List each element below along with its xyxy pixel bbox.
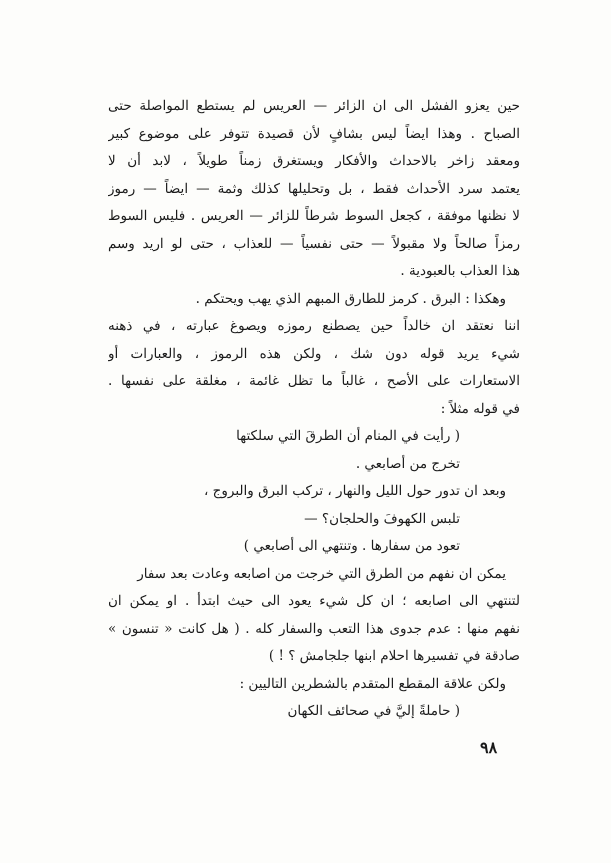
poem-line: تخرج من أصابعي .: [355, 455, 460, 472]
text-line: وهكذا : البرق . كرمز للطارق المبهم الذي يهب ويحتكم .: [195, 290, 506, 307]
text-line: لتنتهي الى اصابعه ؛ ان كل شيء يعود الى حيث ابتدأ . او يمكن ان: [108, 593, 520, 609]
text-line: يمكن ان نفهم من الطرق التي خرجت من اصابعه وعادت بعد سفار: [137, 565, 506, 582]
text-line: شيء يريد قوله دون شك ، ولكن هذه الرموز ، والعبارات أو: [108, 345, 520, 362]
text-line: هذا العذاب بالعبودية .: [400, 263, 520, 279]
body-text: [108, 93, 520, 726]
text-line: الاستعارات على الأصح ، غالباً ما تظل غائمة ، مغلقة على نفسها .: [108, 373, 520, 389]
poem-line: تلبس الكهوفَ والحلجان؟ —: [304, 510, 460, 527]
poem-line: وبعد ان تدور حول الليل والنهار ، تركب البرق والبروج ،: [203, 483, 506, 499]
page-number: ٩٨: [480, 738, 498, 757]
text-line: صادقة في تفسيرها احلام ابنها جلجامش ؟ ! ): [268, 648, 520, 664]
poem-line: ( حاملةً إليَّ في صحائف الكهان: [287, 703, 460, 719]
text-line: رمزاً صالحاً ولا مقبولاً — حتى نفسياً — للعذاب ، حتى لو اريد وسم: [108, 235, 520, 252]
text-line: حين يعزو الفشل الى ان الزائر — العريس لم يستطع المواصلة حتى: [108, 98, 520, 114]
text-line: ومعقد زاخر بالاحداث والأفكار ويستغرق زمناً طويلاً ، لابد أن لا: [108, 153, 520, 169]
text-line: لا نظنها موفقة ، كجعل السوط شرطاً للزائر — العريس . فليس السوط: [108, 208, 520, 224]
text-line: في قوله مثلاً :: [440, 400, 520, 417]
text-line: ولكن علاقة المقطع المتقدم بالشطرين التاليين :: [239, 675, 506, 692]
poem-line: ( رأيت في المنام أن الطرقَ التي سلكتها: [236, 428, 460, 444]
text-line: الصباح . وهذا ايضاً ليس بشافٍ لأن قصيدة تتوفر على موضوع كبير: [108, 125, 520, 142]
text-line: اننا نعتقد ان خالداً حين يصطنع رموزه ويصوغ عبارته ، في ذهنه: [108, 318, 520, 334]
text-line: نفهم منها : عدم جدوى هذا التعب والسفار كله . ( هل كانت « تنسون »: [108, 620, 520, 637]
poem-line: تعود من سفارها . وتنتهي الى أصابعي ): [243, 538, 460, 554]
text-line: يعتمد سرد الأحداث فقط ، بل وتحليلها كذلك وثمة — ايضاً — رموز: [108, 180, 520, 197]
